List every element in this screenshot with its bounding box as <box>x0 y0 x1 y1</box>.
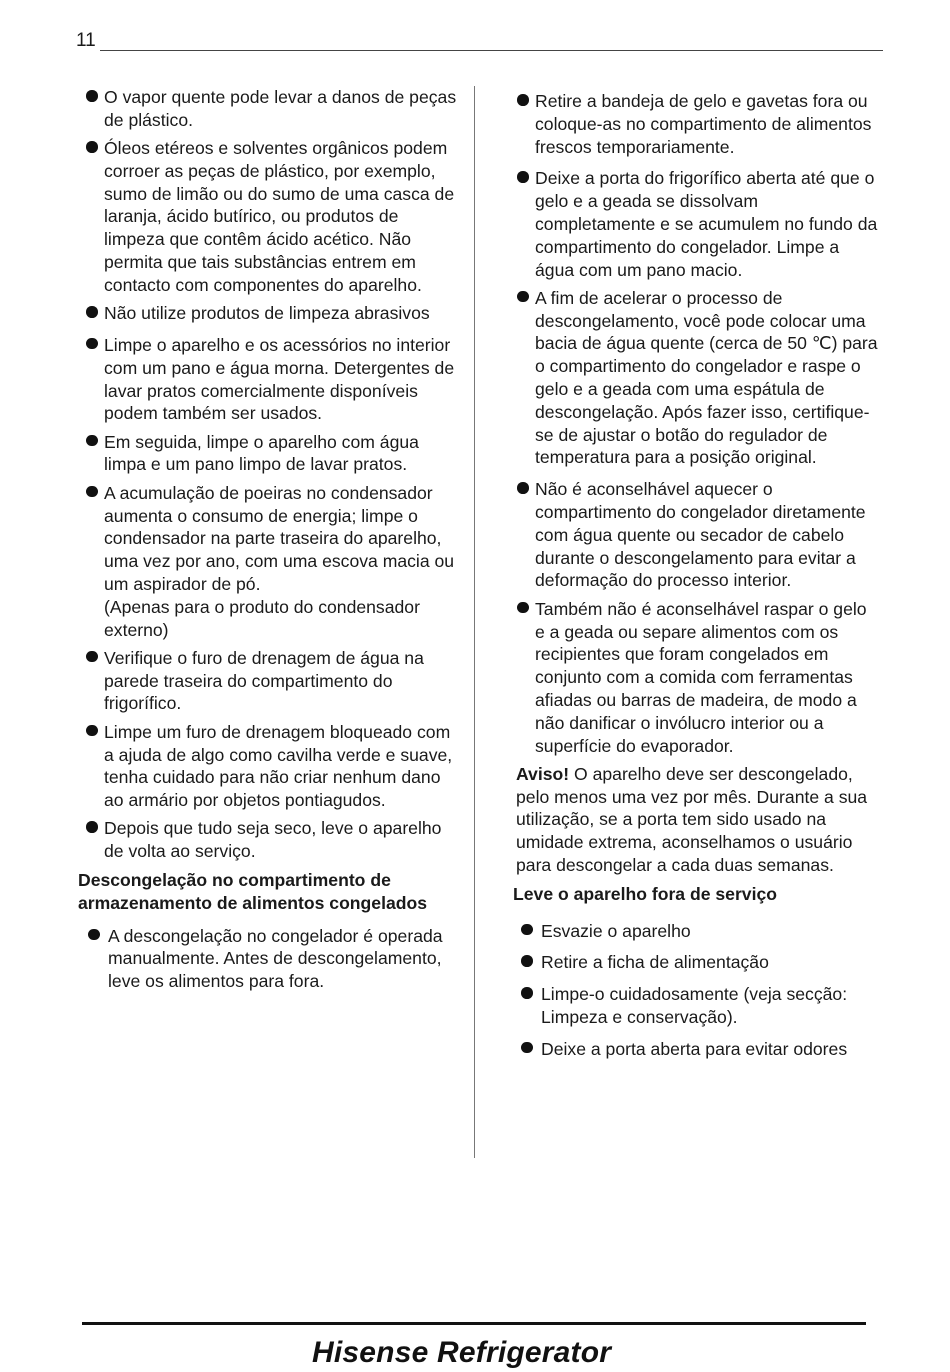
condenser-note: (Apenas para o produto do condensador externo) <box>104 596 420 640</box>
list-item <box>509 951 879 974</box>
bullet-icon <box>86 306 98 318</box>
item-text: A fim de acelerar o processo de descongelamento, você pode colocar uma bacia de água quente (cerca de 50 ℃) para o compartimento do congelador e raspe o gelo e a geada com uma espátula de descongelação. Após fazer isso, certifique-se de ajustar o botão do regulador de temperatura para a posição original. <box>535 287 878 468</box>
item-text: Em seguida, limpe o aparelho com água limpa e um pano limpo de lavar pratos. <box>104 431 419 475</box>
list-item <box>78 302 462 325</box>
list-item <box>509 1038 879 1061</box>
right-column <box>509 90 879 1070</box>
brand-logo: Hisense Refrigerator <box>312 1336 612 1369</box>
footer-rule <box>82 1322 866 1325</box>
item-text: O vapor quente pode levar a danos de peças de plástico. <box>104 87 457 130</box>
list-item <box>509 478 879 592</box>
warning-note <box>516 763 879 877</box>
bullet-icon <box>517 482 529 494</box>
bullet-icon <box>517 291 529 303</box>
bullet-icon <box>517 171 529 183</box>
bullet-icon <box>86 486 98 498</box>
list-item <box>78 431 462 477</box>
item-text: Limpe um furo de drenagem bloqueado com a ajuda de algo como cavilha verde e suave, tenha cuidado para não criar nenhum dano ao armário por objetos pontiagudos. <box>104 721 453 811</box>
item-text: Limpe-o cuidadosamente (veja secção: Limpeza e conservação). <box>541 984 848 1027</box>
bullet-icon <box>521 1042 533 1054</box>
list-item <box>78 482 462 642</box>
item-text: Óleos etéreos e solventes orgânicos podem corroer as peças de plástico, por exemplo, sumo de limão ou do sumo de uma casca de laranja, ácido butírico, ou produtos de limpeza que contêm ácido acético. Não permita que tais substâncias entrem em contacto com componentes do aparelho. <box>104 138 455 295</box>
bullet-icon <box>517 94 529 106</box>
bullet-icon <box>86 651 98 663</box>
bullet-icon <box>86 725 98 737</box>
bullet-icon <box>86 435 98 447</box>
bullet-icon <box>86 90 98 102</box>
list-item <box>509 167 879 281</box>
service-list <box>509 920 879 1061</box>
item-text: Verifique o furo de drenagem de água na parede traseira do compartimento do frigorífico. <box>104 647 424 714</box>
bullet-icon <box>86 821 98 833</box>
bullet-icon <box>86 141 98 153</box>
bullet-icon <box>517 602 529 614</box>
warning-label: Aviso! <box>516 763 570 784</box>
header-rule <box>100 50 883 51</box>
item-text: Não utilize produtos de limpeza abrasivos <box>104 303 430 324</box>
item-text: Limpe o aparelho e os acessórios no interior com um pano e água morna. Detergentes de lavar pratos comercialmente disponíveis podem também ser usados. <box>104 334 455 424</box>
item-text: Também não é aconselhável raspar o gelo e a geada ou separe alimentos com os recipientes que foram congelados em conjunto com a comida com ferramentas afiadas ou barras de madeira, de modo a não danificar o invólucro interior ou a superfície do evaporador. <box>535 598 867 756</box>
list-item <box>509 287 879 469</box>
bullet-icon <box>521 987 533 999</box>
bullet-icon <box>521 924 533 936</box>
list-item <box>78 86 462 132</box>
list-item <box>78 647 462 715</box>
page-number: 11 <box>76 30 96 51</box>
defrost-heading: Descongelação no compartimento de armazenamento de alimentos congelados <box>78 870 428 913</box>
column-divider <box>474 86 475 1158</box>
item-text: Deixe a porta do frigorífico aberta até que o gelo e a geada se dissolvam completamente e se acumulem no fundo da compartimento do congelador. Limpe a água com um pano macio. <box>535 168 878 280</box>
bullet-icon <box>86 338 98 350</box>
list-item <box>509 90 879 158</box>
list-item <box>509 983 879 1029</box>
item-text: Depois que tudo seja seco, leve o aparelho de volta ao serviço. <box>104 818 442 862</box>
left-column <box>78 86 462 998</box>
item-text: A acumulação de poeiras no condensador aumenta o consumo de energia; limpe o condensador na parte traseira do aparelho, uma vez por ano, com uma escova macia ou um aspirador de pó. <box>104 482 455 594</box>
list-item <box>509 598 879 758</box>
service-heading: Leve o aparelho fora de serviço <box>513 883 778 904</box>
list-item <box>78 925 462 993</box>
item-text: Retire a ficha de alimentação <box>541 952 769 973</box>
item-text: A descongelação no congelador é operada manualmente. Antes de descongelamento, leve os alimentos para fora. <box>108 925 443 992</box>
list-item <box>78 137 462 297</box>
bullet-icon <box>88 929 100 941</box>
item-text: Esvazie o aparelho <box>541 920 691 941</box>
item-text: Deixe a porta aberta para evitar odores <box>541 1038 848 1059</box>
item-text: Retire a bandeja de gelo e gavetas fora ou coloque-as no compartimento de alimentos frescos temporariamente. <box>535 91 872 157</box>
list-item <box>78 334 462 425</box>
warning-text: O aparelho deve ser descongelado, pelo menos uma vez por mês. Durante a sua utilização, se a porta tem sido usado na umidade extrema, aconselhamos o usuário para descongelar a cada duas semanas. <box>516 763 868 875</box>
bullet-icon <box>521 955 533 967</box>
list-item <box>509 920 879 943</box>
item-text: Não é aconselhável aquecer o compartimento do congelador diretamente com água quente ou secador de cabelo durante o descongelamento para evitar a deformação do processo interior. <box>535 479 866 591</box>
list-item <box>78 817 462 863</box>
list-item <box>78 721 462 812</box>
